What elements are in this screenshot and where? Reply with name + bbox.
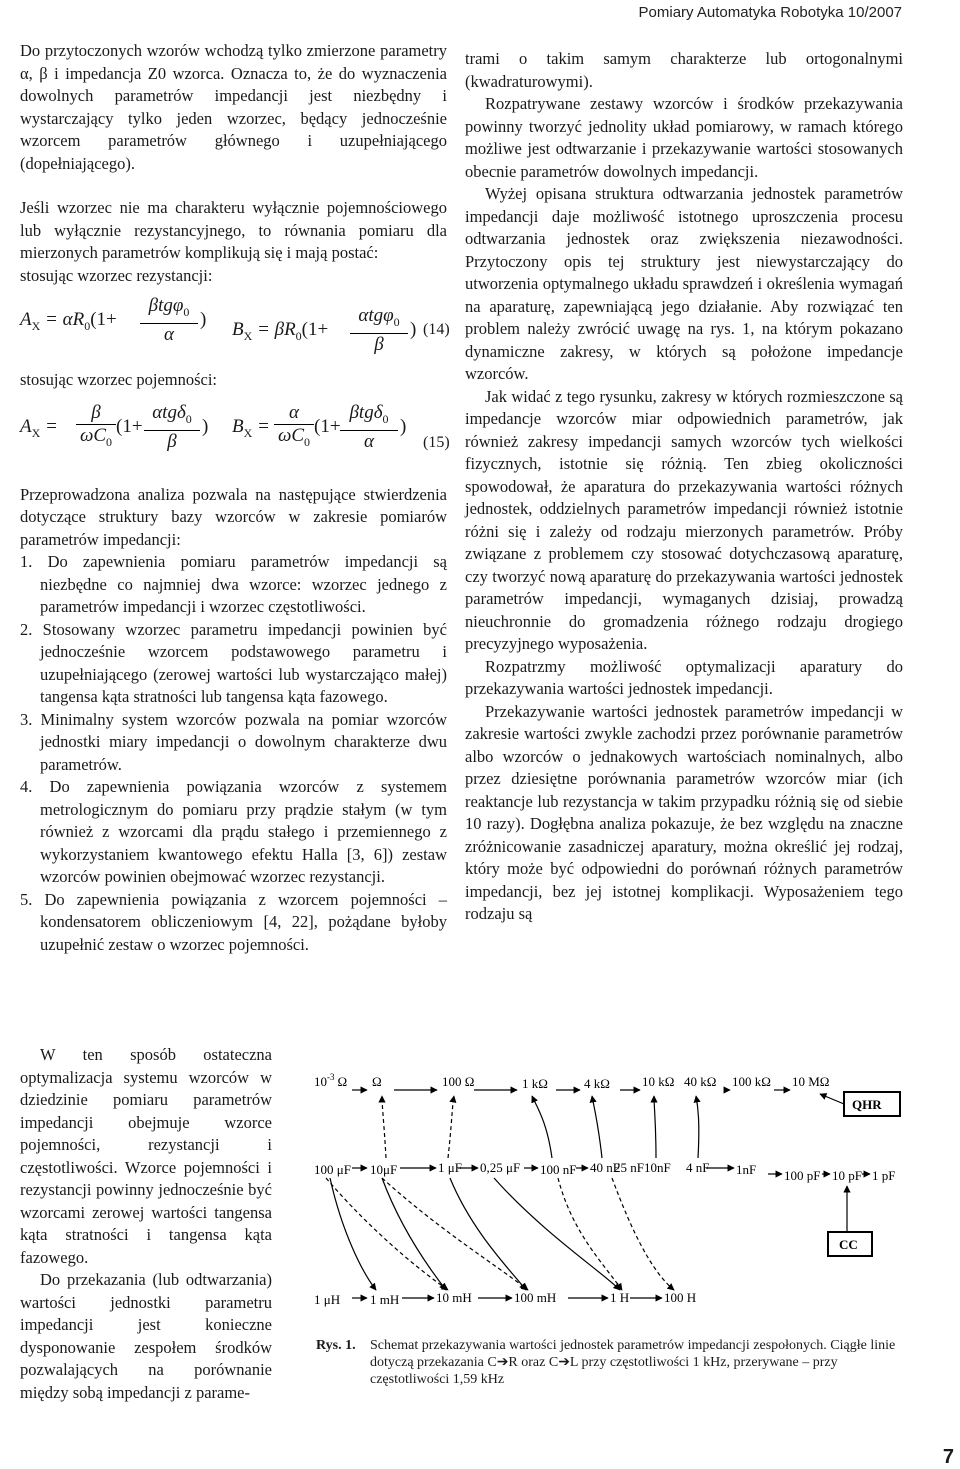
c-label: 100 pF (784, 1168, 821, 1183)
l-label: 10 mH (436, 1290, 472, 1305)
c-label: 0,25 μF (480, 1160, 521, 1175)
paragraph: Rozpatrywane zestawy wzorców i środków przekazywania powinny tworzyć jednolity układ pomiarowy, w ramach którego możliwe jest odtwarzanie i przekazywanie wartości stosowanych obecnie parametrów dowolnych impedancji. (465, 94, 903, 181)
cc-label: CC (839, 1237, 858, 1252)
transfer-lines (330, 1090, 870, 1298)
left-lower-column (20, 1044, 272, 1404)
paragraph: stosując wzorzec rezystancji: (20, 265, 213, 285)
equation-15: $A_X$ = β $\omega C_0$ (1+ αtgδ$_0$ β ) $B_X$ = α $\omega C_0$ (1+ βtgδ$_0$ α ) (15) (20, 392, 447, 462)
list-item: 1. Do zapewnienia pomiaru parametrów impedancji są niezbędne co najmniej dwa wzorce: wzorzec jednego z parametrów impedancji i wzorzec częstotliwości. (20, 552, 447, 616)
r-label: 100 kΩ (732, 1074, 771, 1089)
c-label: 1nF (736, 1162, 757, 1177)
paragraph: Jak widać z tego rysunku, zakresy w których rozmieszczone są impedancje wzorców miar odpowiednich parametrów, jak również zakresy impedancji samych wzorców tych wielkości fizycznych, istotnie się różnią. Ten zbieg okoliczności spowodował, że aparatura do przekazywania wartości różnych jednostek, oddzielnych parametrów impedancji również istotnie różni się i zależy od rodzaju mierzonych parametrów. Próby związane z problemem czy stosować dotychczasową aparaturę, czy tworzyć nową aparaturę do przekazywania wartości jednostek parametrów impedancji, wymaganych dzisiaj, prowadzą nieuchronnie do gromadzenia różnego rodzaju drogiego precyzyjnego wyposażenia. (465, 386, 903, 653)
paragraph: Przeprowadzona analiza pozwala na następujące stwierdzenia dotyczące struktury bazy wzorców w zakresie pomiarów parametrów impedancji: (20, 484, 447, 549)
left-column (20, 40, 450, 956)
paragraph: W ten sposób ostateczna optymalizacja systemu wzorców w dziedzinie pomiaru parametrów impedancji obejmuje wzorce pojemności, rezystancji i częstotliwości. Wzorce pojemności i rezystancji powinny jednocześnie być wzorcami zerowej wartości tangensa kąta stratności i tangensa kąta fazowego. (20, 1045, 272, 1267)
list-item: 2. Stosowany wzorzec parametru impedancji powinien być jednocześnie wzorcem podstawowego parametru i uzupełniającego (zerowej wartości lub wystarczająco małej) tangensa kąta stratności lub tangensa kąta fazowego. (20, 619, 447, 706)
c-label: 4 nF (686, 1160, 710, 1175)
l-label: 100 mH (514, 1290, 557, 1305)
caption-label: Rys. 1. (316, 1338, 356, 1353)
l-label: 1 μH (314, 1292, 341, 1307)
l-label: 100 H (664, 1290, 697, 1305)
list-item: 5. Do zapewnienia powiązania z wzorcem pojemności – kondensatorem obliczeniowym [4, 22], pożądane byłoby uzupełnić zestaw o wzorzec pojemności. (20, 889, 447, 954)
transfer-lines-dashed (326, 1096, 674, 1290)
paragraph: Do przekazania (lub odtwarzania) wartości jednostki parametru impedancji jest konieczne dysponowanie zespołem środków pozwalających na porównanie między sobą impedancji z parame- (20, 1270, 272, 1402)
r-label: 4 kΩ (584, 1076, 610, 1091)
c-label: 1 pF (872, 1168, 896, 1183)
r-label: 40 kΩ (684, 1074, 717, 1089)
caption-text: Schemat przekazywania wartości jednostek parametrów impedancji zespołonych. Ciągłe linie dotyczą przekazania C➔R oraz C➔L przy częstotliwości 1 kHz, przerywane – przy częstotliwości 1,59 kHz (370, 1338, 896, 1387)
c-label: 1 μF (438, 1160, 462, 1175)
c-label: 40 nF (590, 1160, 620, 1175)
r-label: 10 kΩ (642, 1074, 675, 1089)
figure-caption (316, 1337, 906, 1387)
c-label: 10 pF (832, 1168, 862, 1183)
paragraph: trami o takim samym charakterze lub ortogonalnymi (kwadraturowymi). (465, 49, 903, 91)
paragraph: stosując wzorzec pojemności: (20, 370, 218, 389)
l-label: 1 H (610, 1290, 630, 1305)
conclusions-list (20, 551, 447, 956)
qhr-label: QHR (852, 1097, 882, 1112)
r-label: Ω (372, 1074, 382, 1089)
c-label: 10nF (644, 1160, 671, 1175)
c-label: 25 nF (614, 1160, 644, 1175)
transfer-scheme-figure (312, 1062, 912, 1324)
l-label: 1 mH (370, 1292, 400, 1307)
r-label: 1 kΩ (522, 1076, 548, 1091)
equation-number: (15) (423, 433, 450, 451)
right-column (465, 48, 903, 926)
paragraph: Rozpatrzmy możliwość optymalizacji aparatury do przekazywania wartości jednostek impedancji. (465, 656, 903, 698)
paragraph: Jeśli wzorzec nie ma charakteru wyłącznie pojemnościowego lub wyłącznie rezystancyjnego, to równania pomiaru dla mierzonych parametrów komplikują się i mają postać: (20, 198, 447, 262)
page-number: 7 (942, 1446, 954, 1468)
list-item: 4. Do zapewnienia powiązania wzorców z systemem metrologicznym do pomiaru przy prądzie stałym (w tym również z wzorcami dla prądu stałego i przemiennego z wykorzystaniem kwantowego efektu Halla [3, 6]) zestaw wzorców powinien obejmować wzorzec rezystancji. (20, 777, 447, 886)
c-label: 100 nF (540, 1162, 577, 1177)
paragraph: Wyżej opisana struktura odtwarzania jednostek parametrów impedancji daje możliwość istotnego uproszczenia procesu odtwarzania jednostek oraz zwiększenia niezawodności. Przytoczony opis tej struktury jest niewystarczający do utworzenia optymalnego układu sprawdzeń i określenia wymagań na aparaturę, zapewniającą jego działanie. Aby rozwiązać ten problem należy zwrócić uwagę na rys. 1, na którym pokazano dynamiczne zakresy, w których są położone impedancje wzorców. (465, 184, 903, 383)
c-label: 100 μF (314, 1162, 351, 1177)
list-item: 3. Minimalny system wzorców pozwala na pomiar wzorców jednostki miary impedancji o dowolnym charakterze dwu parametrów. (20, 709, 447, 774)
journal-header: Pomiary Automatyka Robotyka 10/2007 (638, 4, 902, 21)
r-label: 100 Ω (442, 1074, 475, 1089)
r-label-base: $10^{-3}$ Ω (314, 1072, 348, 1089)
paragraph: Do przytoczonych wzorów wchodzą tylko zmierzone parametry α, β i impedancja Z0 wzorca. Oznacza to, że do wyznaczenia dowolnych parametrów impedancji jest niezbędny i wystarczający tylko jeden wzorzec, będący jednocześnie wzorcem parametrów głównego i uzupełniającego (dopełniającego). (20, 41, 447, 173)
r-label: 10 MΩ (792, 1074, 830, 1089)
equation-number: (14) (423, 321, 450, 338)
equation-14: $A_X = \alpha R_0(1+$ βtgφ$_0$ α ) $B_X = \beta R_0(1+$ αtgφ$_0$ β ) (14) (20, 295, 450, 356)
c-label: 10μF (370, 1162, 398, 1177)
paragraph: Przekazywanie wartości jednostek parametrów impedancji w zakresie wartości zwykle zachodzi przez porównanie parametrów albo wzorców o jednakowych wartościach nominalnych, albo przez dziesiętne porównania parametrów wzorców miar (ich reaktancje lub rezystancja w takim przypadku różnią się od siebie 10 razy). Dogłębna analiza pokazuje, że bez względu na znaczne zróżnicowanie zasadniczej aparatury, można określić jej rodzaj, który może być odpowiedni do porównań różnych parametrów impedancji, bez jej istotnej komplikacji. Wyposażeniem tego rodzaju są (465, 701, 903, 923)
